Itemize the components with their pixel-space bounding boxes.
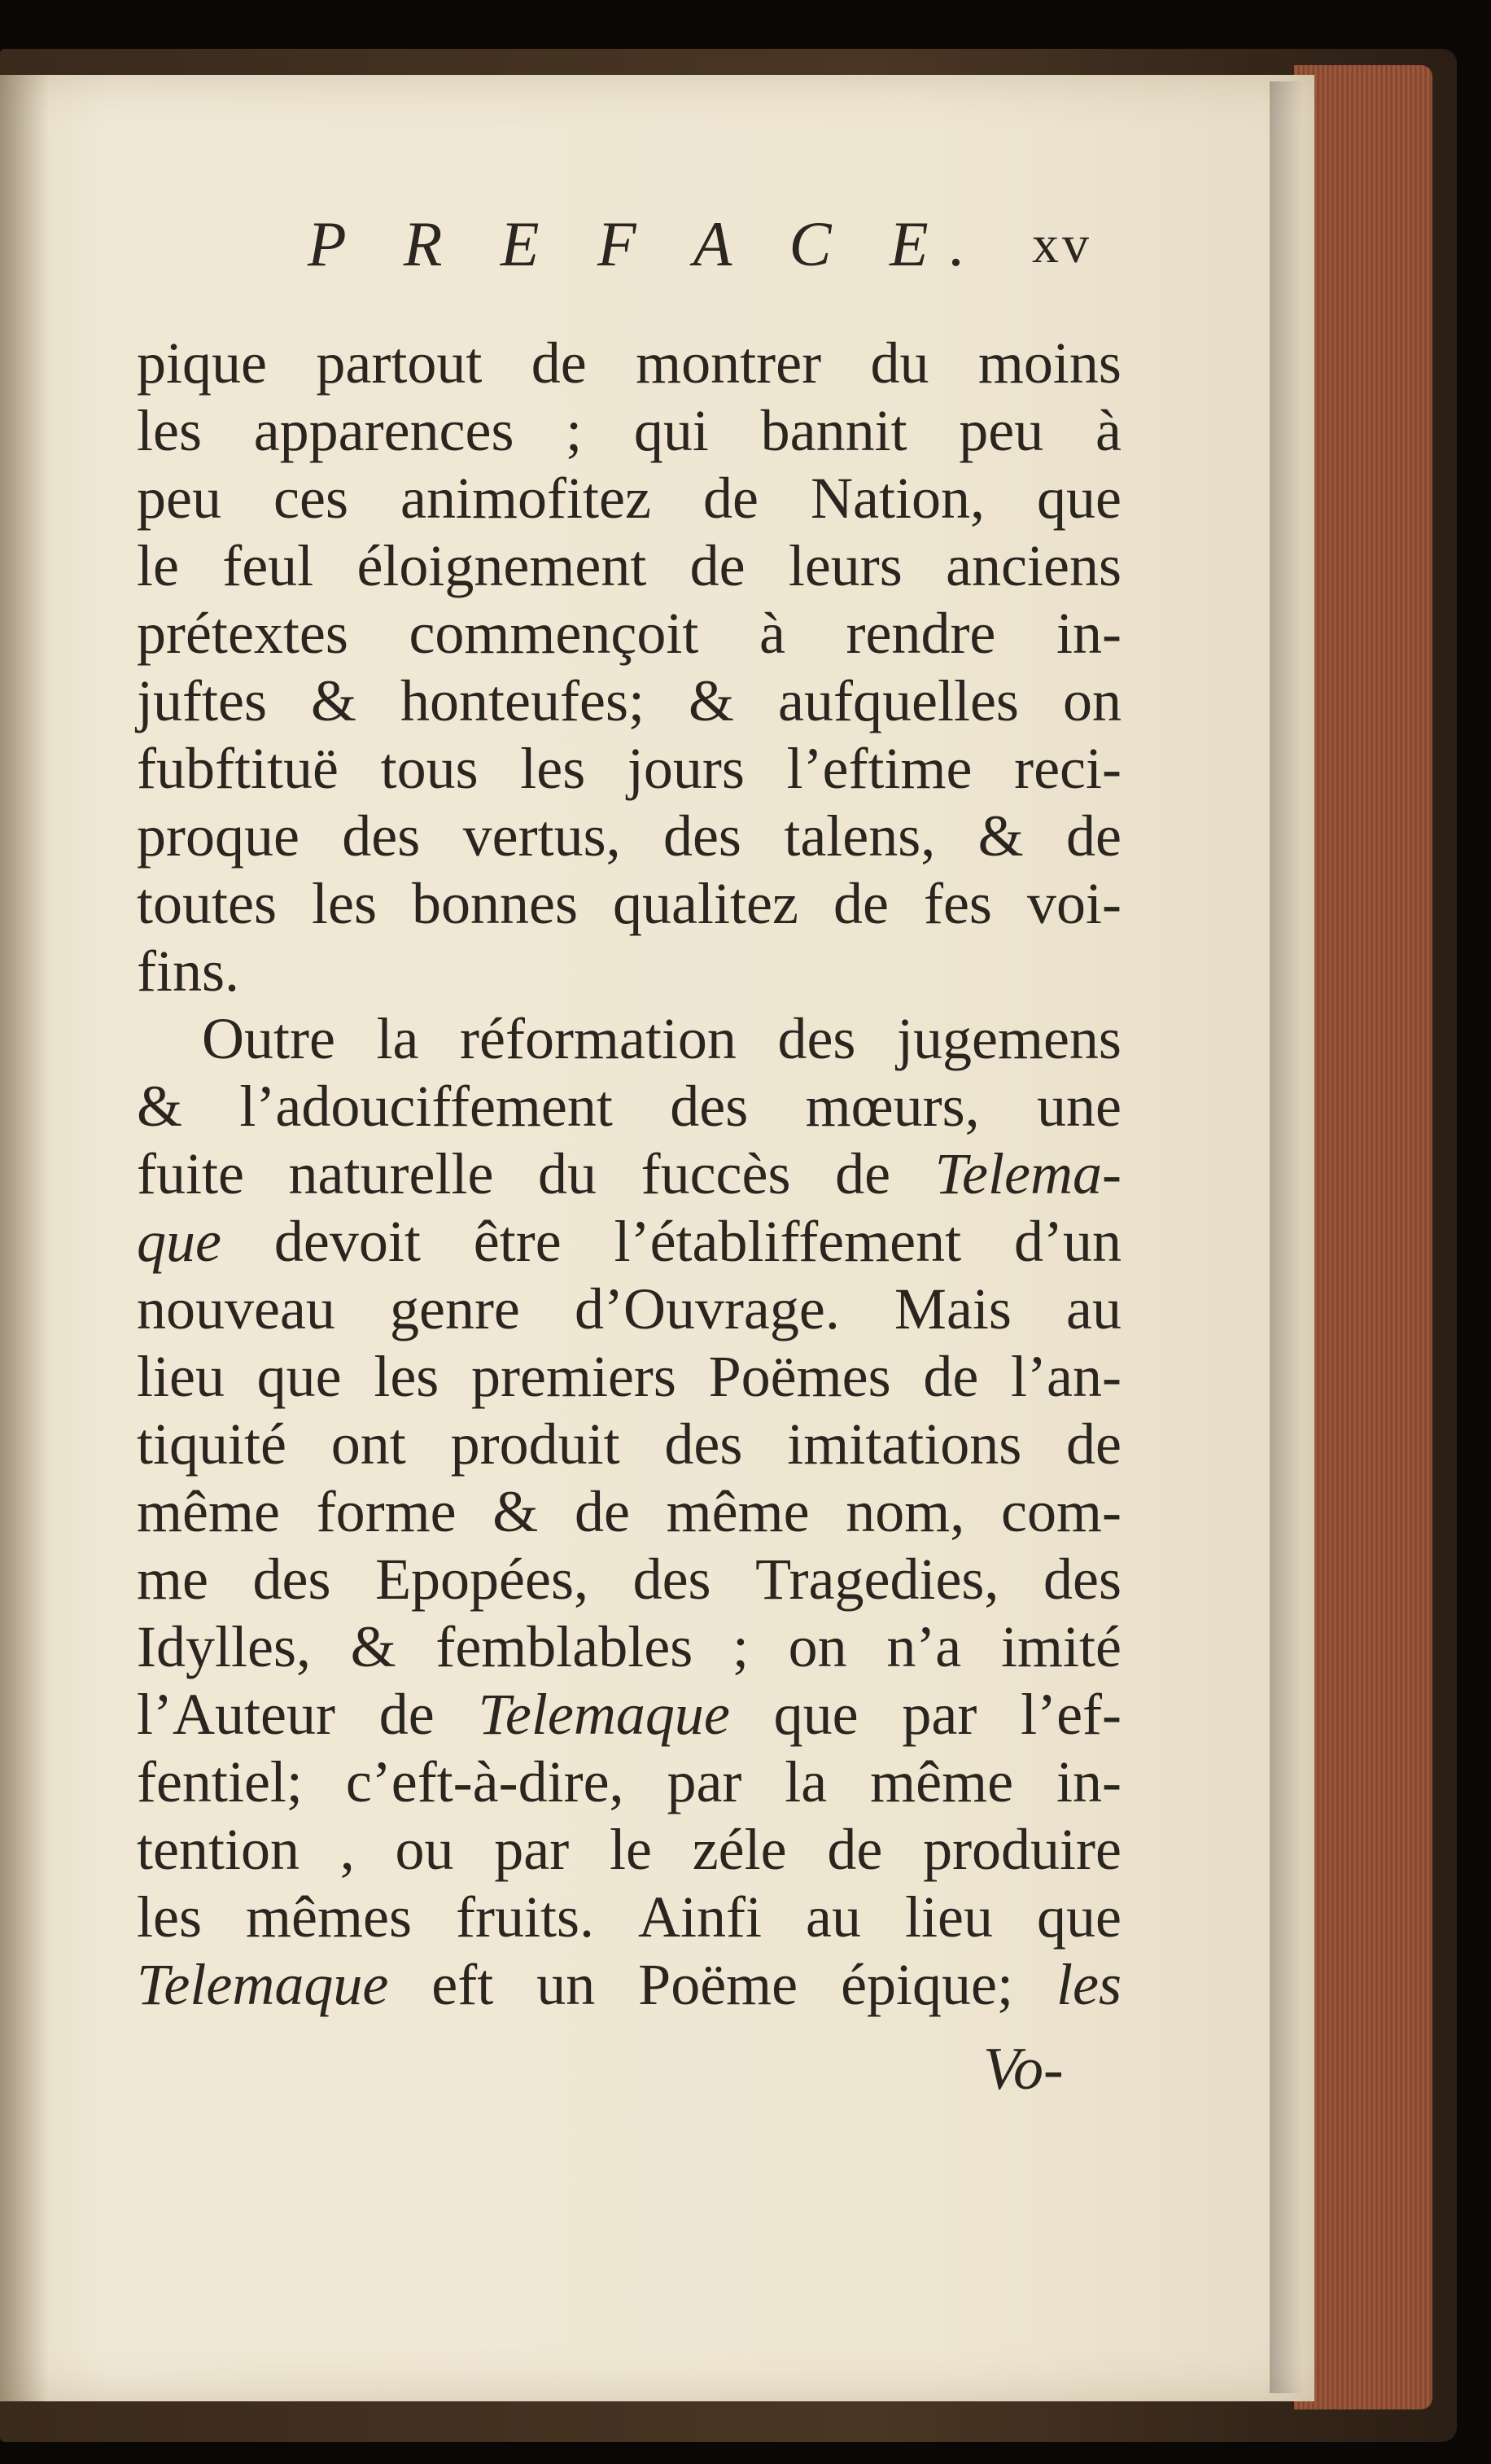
- text-line: [137, 667, 1122, 735]
- text-line: [137, 1005, 1122, 1073]
- text-word: l’eftime: [786, 736, 973, 801]
- text-word: moins: [977, 330, 1122, 396]
- page-gutter: [0, 75, 49, 2401]
- text-line: [137, 330, 1122, 397]
- text-word: Poëmes: [708, 1344, 891, 1409]
- text-word: Telemaque: [137, 1952, 389, 2017]
- text-word: juftes: [137, 668, 267, 733]
- text-word: les: [374, 1344, 439, 1409]
- text-word: montrer: [636, 330, 822, 396]
- text-word: le: [609, 1817, 652, 1882]
- text-word: rendre: [846, 601, 996, 666]
- text-word: aufquelles: [778, 668, 1019, 733]
- text-word: mêmes: [246, 1884, 412, 1950]
- text-word: pique: [137, 330, 267, 396]
- text-word: le: [137, 533, 179, 598]
- text-word: tention: [137, 1817, 300, 1882]
- text-word: Outre: [202, 1006, 335, 1071]
- text-word: bonnes: [412, 871, 579, 936]
- text-word: partout: [316, 330, 483, 396]
- text-word: de: [1066, 1411, 1122, 1477]
- running-head: [308, 208, 1122, 305]
- text-word: de: [702, 466, 759, 531]
- text-line: [137, 1140, 1122, 1208]
- text-word: zéle: [692, 1817, 787, 1882]
- text-word: de: [378, 1682, 435, 1747]
- text-word: les: [520, 736, 586, 801]
- text-line: [137, 397, 1122, 465]
- text-word: Idylles,: [137, 1614, 311, 1679]
- text-word: au: [806, 1884, 861, 1950]
- text-line: [137, 1276, 1122, 1343]
- text-word: par: [494, 1817, 570, 1882]
- text-word: la: [376, 1006, 419, 1071]
- text-line: [137, 1748, 1122, 1816]
- text-word: talens,: [784, 803, 936, 869]
- text-word: Tragedies,: [755, 1547, 999, 1612]
- text-word: &: [492, 1479, 539, 1544]
- text-word: &: [350, 1614, 396, 1679]
- text-word: peu: [137, 466, 221, 531]
- text-word: Ainfi: [638, 1884, 762, 1950]
- text-word: les: [137, 1884, 202, 1950]
- text-word: ont: [330, 1411, 406, 1477]
- text-word: que: [1037, 1884, 1122, 1950]
- text-word: Epopées,: [375, 1547, 588, 1612]
- text-word: lieu: [905, 1884, 993, 1950]
- text-word: que: [256, 1344, 342, 1409]
- text-word: proque: [137, 803, 300, 869]
- text-line: [137, 1816, 1122, 1884]
- text-word: des: [342, 803, 421, 869]
- text-word: devoit: [273, 1209, 421, 1274]
- text-word: même: [666, 1479, 810, 1544]
- body-text: [137, 330, 1122, 2019]
- text-word: l’Auteur: [137, 1682, 335, 1747]
- text-word: honteufes;: [400, 668, 645, 733]
- text-word: tiquité: [137, 1411, 286, 1477]
- text-word: qui: [633, 398, 709, 463]
- text-word: naturelle: [288, 1141, 494, 1206]
- text-word: commençoit: [409, 601, 699, 666]
- text-word: bannit: [760, 398, 907, 463]
- text-word: au: [1066, 1276, 1122, 1341]
- text-word: Nation,: [811, 466, 985, 531]
- text-word: être: [473, 1209, 562, 1274]
- text-word: un: [536, 1952, 596, 2017]
- text-word: fins.: [137, 939, 239, 1004]
- page-number: xv: [1032, 215, 1092, 274]
- text-word: fruits.: [456, 1884, 594, 1950]
- text-word: du: [870, 330, 929, 396]
- text-word: anciens: [946, 533, 1122, 598]
- text-word: Telema-: [934, 1141, 1122, 1206]
- text-word: des: [662, 803, 741, 869]
- text-word: lieu: [137, 1344, 225, 1409]
- text-word: fubftituë: [137, 736, 339, 801]
- text-word: forme: [316, 1479, 457, 1544]
- text-word: que: [1037, 466, 1122, 531]
- text-word: fuccès: [641, 1141, 791, 1206]
- running-title: P R E F A C E.: [308, 208, 987, 279]
- text-line: [137, 870, 1122, 938]
- text-word: &: [311, 668, 357, 733]
- text-word: Mais: [894, 1276, 1012, 1341]
- text-word: de: [835, 1141, 891, 1206]
- text-word: me: [137, 1547, 208, 1612]
- text-word: fes: [923, 871, 992, 936]
- text-word: produire: [923, 1817, 1122, 1882]
- text-line: [137, 1613, 1122, 1681]
- text-word: d’un: [1014, 1209, 1122, 1274]
- text-word: premiers: [471, 1344, 676, 1409]
- text-word: toutes: [137, 871, 277, 936]
- text-word: des: [670, 1074, 749, 1139]
- text-word: ces: [273, 466, 348, 531]
- text-word: fuite: [137, 1141, 244, 1206]
- text-word: reci-: [1014, 736, 1122, 801]
- text-word: par: [902, 1682, 977, 1747]
- text-word: les: [312, 871, 377, 936]
- text-word: tous: [380, 736, 479, 801]
- text-word: de: [531, 330, 587, 396]
- text-word: qualitez: [613, 871, 798, 936]
- text-word: des: [632, 1547, 711, 1612]
- text-word: des: [1043, 1547, 1122, 1612]
- text-word: prétextes: [137, 601, 348, 666]
- text-word: on: [1062, 668, 1122, 733]
- text-word: on: [788, 1614, 847, 1679]
- text-line: [137, 1343, 1122, 1411]
- text-word: même: [137, 1479, 280, 1544]
- text-word: de: [689, 533, 746, 598]
- page-edges: [1294, 65, 1432, 2409]
- text-word: nouveau: [137, 1276, 335, 1341]
- text-word: l’an-: [1011, 1344, 1122, 1409]
- text-word: leurs: [788, 533, 903, 598]
- text-word: fentiel;: [137, 1749, 303, 1814]
- text-word: apparences: [253, 398, 514, 463]
- text-word: ;: [566, 398, 583, 463]
- text-line: [137, 1208, 1122, 1276]
- catchword: Vo-: [983, 2036, 1064, 2103]
- text-word: nom,: [846, 1479, 965, 1544]
- text-word: éloignement: [356, 533, 647, 598]
- text-word: de: [923, 1344, 979, 1409]
- text-word: l’adouciffement: [239, 1074, 613, 1139]
- text-word: eft: [431, 1952, 494, 2017]
- text-word: jugemens: [897, 1006, 1122, 1071]
- text-line: [137, 938, 1122, 1005]
- text-word: même: [870, 1749, 1014, 1814]
- text-word: imité: [1000, 1614, 1122, 1679]
- text-word: jours: [627, 736, 745, 801]
- text-word: des: [252, 1547, 331, 1612]
- text-word: vertus,: [462, 803, 621, 869]
- text-word: une: [1036, 1074, 1122, 1139]
- text-word: que: [773, 1682, 859, 1747]
- text-word: les: [1056, 1952, 1122, 2017]
- text-word: ou: [395, 1817, 454, 1882]
- text-word: de: [827, 1817, 883, 1882]
- text-word: animofitez: [400, 466, 651, 531]
- text-word: Telemaque: [478, 1682, 730, 1747]
- text-word: de: [1066, 803, 1122, 869]
- text-word: in-: [1056, 1749, 1122, 1814]
- text-word: que: [137, 1209, 221, 1274]
- text-line: [137, 1546, 1122, 1613]
- text-line: [137, 1951, 1122, 2019]
- text-word: la: [785, 1749, 828, 1814]
- text-word: à: [759, 601, 785, 666]
- text-word: de: [574, 1479, 630, 1544]
- text-word: ,: [339, 1817, 355, 1882]
- text-word: genre: [390, 1276, 520, 1341]
- text-word: ;: [732, 1614, 749, 1679]
- text-word: les: [137, 398, 202, 463]
- text-line: [137, 1884, 1122, 1951]
- text-word: par: [667, 1749, 742, 1814]
- text-word: peu: [959, 398, 1044, 463]
- text-word: in-: [1056, 601, 1122, 666]
- text-word: &: [689, 668, 735, 733]
- text-line: [137, 1478, 1122, 1546]
- text-word: n’a: [886, 1614, 962, 1679]
- text-word: l’établiffement: [614, 1209, 962, 1274]
- text-word: réformation: [460, 1006, 737, 1071]
- text-word: Poëme: [638, 1952, 798, 2017]
- text-word: d’Ouvrage.: [574, 1276, 840, 1341]
- text-word: imitations: [787, 1411, 1022, 1477]
- text-line: [137, 465, 1122, 532]
- text-word: mœurs,: [805, 1074, 980, 1139]
- text-line: [137, 1411, 1122, 1478]
- text-word: à: [1095, 398, 1122, 463]
- text-word: femblables: [435, 1614, 693, 1679]
- text-line: [137, 600, 1122, 667]
- text-word: épique;: [841, 1952, 1014, 2017]
- text-word: &: [137, 1074, 183, 1139]
- text-line: [137, 1681, 1122, 1748]
- text-word: des: [664, 1411, 743, 1477]
- text-line: [137, 532, 1122, 600]
- text-word: voi-: [1026, 871, 1122, 936]
- text-word: &: [977, 803, 1024, 869]
- text-word: des: [777, 1006, 856, 1071]
- text-word: produit: [450, 1411, 620, 1477]
- text-word: feul: [222, 533, 314, 598]
- text-word: com-: [1000, 1479, 1122, 1544]
- text-line: [137, 735, 1122, 803]
- text-word: c’eft-à-dire,: [345, 1749, 624, 1814]
- text-word: l’ef-: [1021, 1682, 1122, 1747]
- page-edge-shadow: [1270, 81, 1302, 2393]
- text-line: [137, 803, 1122, 870]
- text-word: de: [833, 871, 889, 936]
- text-line: [137, 1073, 1122, 1140]
- text-word: du: [538, 1141, 597, 1206]
